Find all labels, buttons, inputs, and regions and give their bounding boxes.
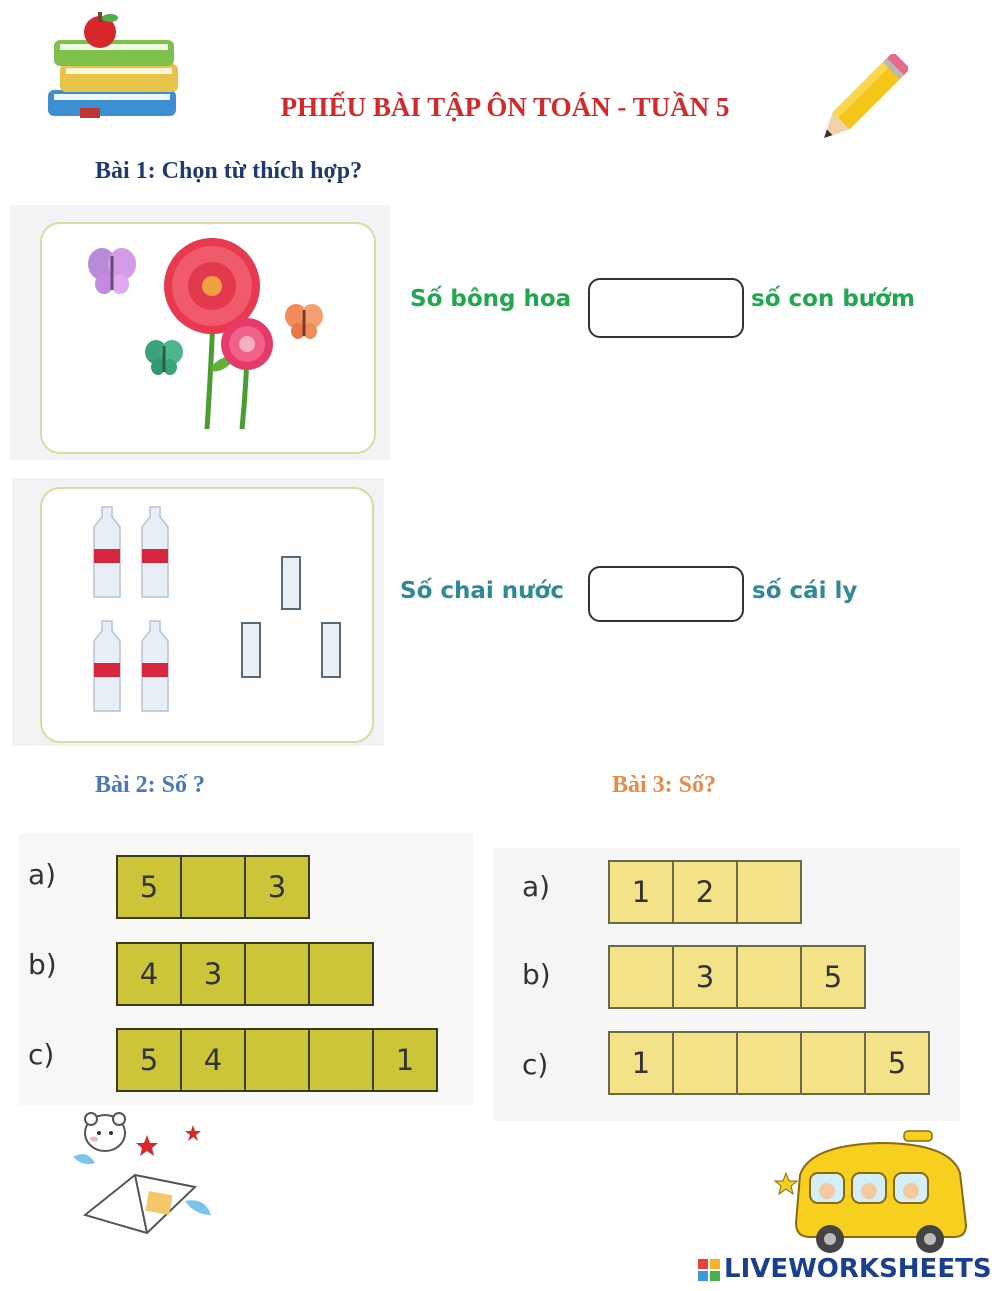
number-cell-blank[interactable] (244, 942, 310, 1006)
sequence-row-3b (608, 945, 864, 1009)
pencil-illustration (808, 54, 908, 154)
bottles-glasses-picture (40, 487, 374, 743)
number-cell-blank[interactable] (180, 855, 246, 919)
number-cell: 5 (116, 1028, 182, 1092)
q1-left-text: Số bông hoa (410, 286, 572, 312)
number-cell: 1 (608, 860, 674, 924)
number-cell: 3 (672, 945, 738, 1009)
number-cell: 5 (800, 945, 866, 1009)
school-bus-illustration (770, 1125, 990, 1260)
bottle-glass-icon (42, 489, 372, 741)
number-cell: 4 (116, 942, 182, 1006)
number-cell-blank[interactable] (736, 1031, 802, 1095)
number-cell: 2 (672, 860, 738, 924)
number-cell-blank[interactable] (308, 942, 374, 1006)
q2-answer-box[interactable] (588, 566, 744, 622)
sequence-row-2b (116, 942, 372, 1006)
q2-right-text: số cái ly (752, 578, 858, 604)
brand-name: LIVEWORKSHEETS (724, 1254, 992, 1284)
flower-butterfly-picture (40, 222, 376, 454)
row-label: c) (28, 1038, 55, 1071)
number-cell: 1 (372, 1028, 438, 1092)
exercise-1-heading: Bài 1: Chọn từ thích hợp? (95, 158, 363, 184)
number-cell: 3 (180, 942, 246, 1006)
q2-left-text: Số chai nước (400, 578, 564, 604)
number-cell: 5 (864, 1031, 930, 1095)
bear-book-illustration (65, 1105, 225, 1245)
row-label: b) (522, 958, 551, 991)
number-cell-blank[interactable] (736, 860, 802, 924)
number-cell: 3 (244, 855, 310, 919)
number-cell-blank[interactable] (736, 945, 802, 1009)
flower-butterfly-icon (42, 224, 374, 452)
number-cell-blank[interactable] (308, 1028, 374, 1092)
number-cell-blank[interactable] (244, 1028, 310, 1092)
sequence-row-3c (608, 1031, 928, 1095)
q1-answer-box[interactable] (588, 278, 744, 338)
sequence-row-2c (116, 1028, 436, 1092)
sequence-row-2a (116, 855, 308, 919)
liveworksheets-logo-icon (698, 1259, 720, 1281)
exercise-3-heading: Bài 3: Số? (612, 772, 717, 798)
number-cell: 1 (608, 1031, 674, 1095)
row-label: c) (522, 1048, 549, 1081)
number-cell: 4 (180, 1028, 246, 1092)
exercise-2-heading: Bài 2: Số ? (95, 772, 206, 798)
row-label: a) (28, 858, 57, 891)
books-apple-illustration (40, 10, 190, 140)
number-cell: 5 (116, 855, 182, 919)
number-cell-blank[interactable] (608, 945, 674, 1009)
number-cell-blank[interactable] (672, 1031, 738, 1095)
row-label: a) (522, 870, 551, 903)
page-title: PHIẾU BÀI TẬP ÔN TOÁN - TUẦN 5 (280, 92, 730, 122)
sequence-row-3a (608, 860, 800, 924)
q1-right-text: số con bướm (751, 286, 915, 312)
number-cell-blank[interactable] (800, 1031, 866, 1095)
row-label: b) (28, 948, 57, 981)
